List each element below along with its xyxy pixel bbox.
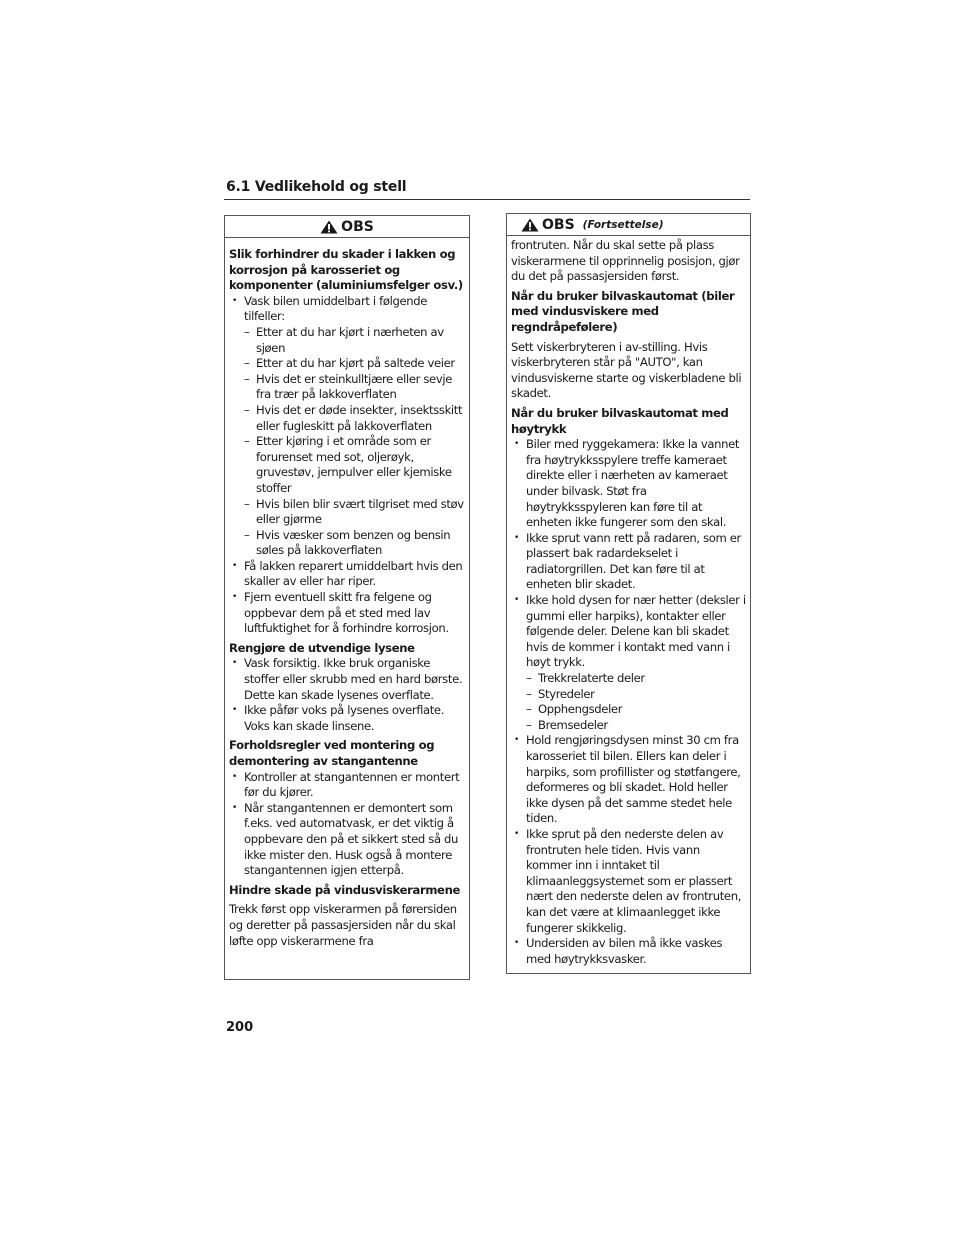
dash-text: Hvis væsker som benzen og bensin søles på lakkoverflaten — [256, 527, 451, 558]
dash-text: Styredeler — [538, 686, 595, 701]
bullet-text: Få lakken reparert umiddelbart hvis den skaller av eller har riper. — [244, 558, 463, 589]
caution-box-left — [224, 215, 470, 980]
caution-box-header — [225, 216, 469, 238]
continued-label: (Fortsettelse) — [582, 218, 664, 231]
dash-item: – Opphengsdeler — [526, 702, 623, 717]
section-title: 6.1 Vedlikehold og stell — [226, 179, 407, 195]
bullet-item — [511, 437, 746, 531]
dash-text: Bremsedeler — [538, 717, 608, 732]
dash-item: – Hvis bilen blir svært tilgriset med støv eller gjørme — [244, 496, 464, 527]
subheading: Slik forhindrer du skader i lakken og korrosjon på karosseriet og komponenter (aluminiumsfelger osv.) — [229, 247, 463, 293]
bullet-list — [229, 770, 465, 879]
caution-title: OBS — [341, 218, 374, 235]
dash-text: Hvis det er steinkulltjære eller sevje fra trær på lakkoverflaten — [256, 371, 452, 402]
bullet-text: Biler med ryggekamera: Ikke la vannet fra høytrykksspylere treffe kameraet direkte eller i nærheten av kameraet under bilvask. Støt fra høytrykksspyleren kan føre til at enheten ikke fungerer som den skal. — [526, 437, 740, 530]
dash-text: Trekkrelaterte deler — [538, 671, 645, 686]
bullet-item — [229, 590, 465, 637]
subheading: Rengjøre de utvendige lysene — [229, 640, 415, 655]
dash-item: – Styredeler — [526, 686, 595, 701]
bullet-item — [229, 703, 465, 734]
bullet-text: Hold rengjøringsdysen minst 30 cm fra karosseriet til bilen. Ellers kan deler i harpiks, som profillister og støtfangere, deformeres og bli skadet. Hold heller ikke dysen på det samme stedet hele tiden. — [526, 733, 741, 826]
dash-text: Etter at du har kjørt på saltede veier — [256, 356, 455, 371]
bullet-item — [511, 733, 746, 827]
bullet-item — [229, 801, 465, 879]
bullet-text: Kontroller at stangantennen er montert før du kjører. — [244, 769, 460, 800]
header-rule — [224, 199, 750, 200]
dash-text: Opphengsdeler — [538, 702, 623, 717]
warning-triangle-icon — [320, 220, 338, 234]
bullet-list — [229, 294, 465, 637]
bullet-text: Ikke hold dysen for nær hetter (deksler i gummi eller harpiks), kontakter eller følgende deler. Delene kan bli skadet hvis de kommer i kontakt med vann i høyt trykk. — [526, 593, 746, 670]
bullet-item — [229, 294, 465, 559]
bullet-item — [229, 656, 465, 703]
caution-content — [507, 236, 750, 967]
bullet-text: Ikke sprut på den nederste delen av frontruten hele tiden. Hvis vann kommer inn i inntaket til klimaanleggsystemet som er plassert nært den nederste delen av frontruten, kan det være at klimaanlegget ikke fungerer skikkelig. — [526, 826, 742, 935]
bullet-item — [511, 531, 746, 593]
dash-item: – Etter at du har kjørt på saltede veier — [244, 356, 455, 371]
bullet-list — [229, 656, 465, 734]
bullet-item — [511, 936, 746, 967]
dash-item: – Hvis det er døde insekter, insektsskitt eller fugleskitt på lakkoverflaten — [244, 402, 463, 433]
paragraph: frontruten. Når du skal sette på plass viskerarmene til opprinnelig posisjon, gjør du det på passasjersiden først. — [511, 238, 740, 284]
bullet-text: Undersiden av bilen må ikke vaskes med høytrykksvasker. — [526, 936, 723, 966]
dash-text: Etter at du har kjørt i nærheten av sjøen — [256, 324, 444, 355]
bullet-text: Ikke påfør voks på lysenes overflate. Voks kan skade linsene. — [244, 703, 445, 733]
caution-box-right — [506, 213, 751, 974]
paragraph: Sett viskerbryteren i av-stilling. Hvis viskerbryteren står på "AUTO", kan vindusviskerne starte og viskerbladene bli skadet. — [511, 339, 742, 401]
dash-text: Etter kjøring i et område som er forurenset med sot, oljerøyk, gruvestøv, jernpulver eller kjemiske stoffer — [256, 434, 452, 495]
subheading: Forholdsregler ved montering og demontering av stangantenne — [229, 738, 435, 768]
dash-list — [229, 325, 465, 559]
subheading: Når du bruker bilvaskautomat (biler med vindusviskere med regndråpefølere) — [511, 288, 735, 334]
dash-item: – Etter kjøring i et område som er forurenset med sot, oljerøyk, gruvestøv, jernpulver eller kjemiske stoffer — [244, 434, 452, 495]
bullet-text: Ikke sprut vann rett på radaren, som er plassert bak radardekselet i radiatorgrillen. Det kan føre til at enheten blir skadet. — [526, 530, 741, 592]
dash-item: – Trekkrelaterte deler — [526, 671, 645, 686]
bullet-text: Vask forsiktig. Ikke bruk organiske stoffer eller skrubb med en hard børste. Dette kan skade lysenes overflate. — [244, 656, 463, 702]
bullet-item — [511, 827, 746, 936]
subheading: Når du bruker bilvaskautomat med høytrykk — [511, 405, 729, 436]
dash-list — [511, 671, 746, 733]
paragraph: Trekk først opp viskerarmen på førersiden og deretter på passasjersiden når du skal løfte opp viskerarmene fra — [229, 902, 457, 948]
dash-text: Hvis bilen blir svært tilgriset med støv eller gjørme — [256, 496, 464, 527]
bullet-item — [229, 559, 465, 590]
bullet-text: Når stangantennen er demontert som f.eks. ved automatvask, er det viktig å oppbevare den på et sikkert sted så du ikke mister den. Husk også å montere stangantennen igjen etterpå. — [244, 800, 459, 878]
caution-box-header — [507, 214, 750, 236]
dash-item: – Hvis væsker som benzen og bensin søles på lakkoverflaten — [244, 527, 451, 558]
bullet-text: Vask bilen umiddelbart i følgende tilfeller: — [244, 293, 428, 324]
dash-text: Hvis det er døde insekter, insektsskitt eller fugleskitt på lakkoverflaten — [256, 402, 463, 433]
bullet-text: Fjern eventuell skitt fra felgene og oppbevar dem på et sted med lav luftfuktighet for å forhindre korrosjon. — [244, 590, 449, 636]
bullet-item — [511, 593, 746, 733]
caution-title: OBS — [542, 216, 575, 233]
warning-triangle-icon — [521, 218, 539, 232]
caution-content — [225, 238, 469, 949]
page-number: 200 — [226, 1020, 254, 1035]
subheading: Hindre skade på vindusviskerarmene — [229, 882, 460, 897]
dash-item: – Bremsedeler — [526, 717, 608, 732]
dash-item: – Etter at du har kjørt i nærheten av sjøen — [244, 324, 444, 355]
dash-item: – Hvis det er steinkulltjære eller sevje fra trær på lakkoverflaten — [244, 371, 452, 402]
bullet-list — [511, 437, 746, 967]
bullet-item — [229, 770, 465, 801]
